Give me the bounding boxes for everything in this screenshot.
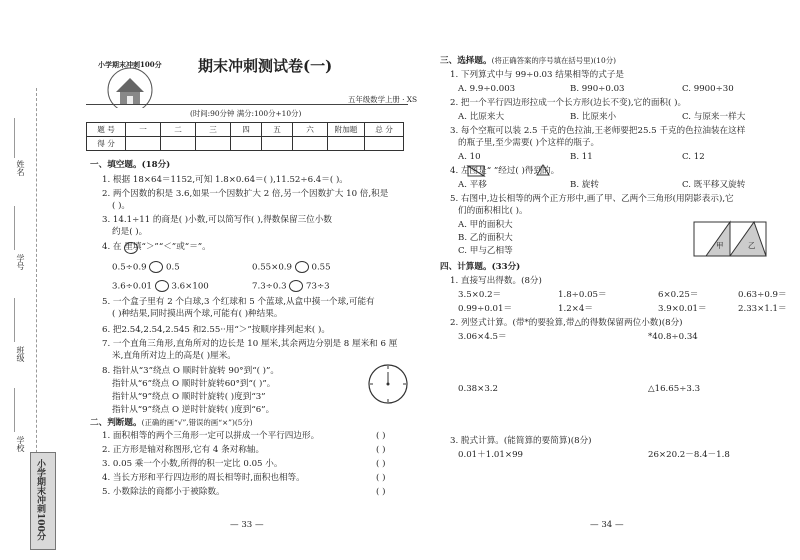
score-header-cell: 附加题 — [328, 123, 365, 137]
section-judge-title: 二、判断题。(正确的画“√”,错误的画“×”)(5分) — [90, 418, 253, 428]
clock-diagram — [366, 362, 410, 406]
question-2-cont: ( )。 — [112, 201, 131, 211]
choice-4-option-a: A. 平移 — [458, 180, 487, 190]
vertical-calc: 0.38×3.2 — [458, 384, 499, 394]
rotated-triangles-icon — [466, 164, 486, 178]
section-fill-blank-title: 一、填空题。(18分) — [90, 160, 171, 170]
brand-badge: 小学期末冲刺100分 — [30, 452, 56, 550]
compare-circle — [124, 242, 138, 254]
score-header-cell: 总 分 — [365, 123, 404, 137]
choice-3-option-a: A. 10 — [458, 152, 481, 162]
compare-circle[interactable] — [155, 280, 169, 292]
choice-1: 1. 下列算式中与 99÷0.03 结果相等的式子是 — [450, 70, 624, 80]
student-id-field[interactable] — [14, 206, 15, 250]
score-cell[interactable] — [196, 137, 231, 151]
question-8-d: 指针从“9”绕点 O 逆时针旋转( )度到“6”。 — [112, 405, 275, 415]
series-logo — [90, 60, 170, 108]
triangle-icon — [536, 164, 550, 176]
question-3-cont: 约是( )。 — [112, 227, 148, 237]
calc-item: 2.33×1.1＝ — [738, 304, 787, 314]
calc-item: 1.8÷0.05＝ — [558, 290, 607, 300]
question-2: 2. 两个因数的积是 3.6,如果一个因数扩大 2 倍,另一个因数扩大 10 倍,积是 — [102, 189, 389, 199]
answer-bracket[interactable]: ( ) — [376, 487, 386, 497]
score-header-cell: 六 — [293, 123, 328, 137]
question-7-cont: 米,直角所对边上的高是( )厘米。 — [112, 351, 236, 361]
question-5: 5. 一个盒子里有 2 个白球,3 个红球和 5 个蓝球,从盒中摸一个球,可能有 — [102, 297, 375, 307]
calc-item: 6×0.25＝ — [658, 290, 699, 300]
section-choice-title: 三、选择题。(将正确答案的序号填在括号里)(10分) — [440, 56, 616, 66]
answer-bracket[interactable]: ( ) — [376, 445, 386, 455]
score-cell[interactable] — [262, 137, 293, 151]
choice-5-cont: 们的面积相比( )。 — [458, 206, 528, 216]
right-page — [420, 0, 800, 560]
score-header-cell: 四 — [231, 123, 262, 137]
choice-1-option-c: C. 9900÷30 — [682, 84, 734, 94]
grade-meta: 五年级数学上册 · XS — [348, 95, 418, 104]
compare-item: 7.3÷0.3 73÷3 — [252, 281, 330, 292]
compare-circle[interactable] — [149, 261, 163, 273]
compare-circle[interactable] — [289, 280, 303, 292]
score-header-cell: 五 — [262, 123, 293, 137]
question-4: 4. 在 里填“＞”“＜”或“＝”。 — [102, 242, 211, 252]
question-7: 7. 一个直角三角形,直角所对的边长是 10 厘米,其余两边分别是 8 厘米和 6 厘 — [102, 339, 398, 349]
score-cell[interactable] — [231, 137, 262, 151]
calc-1: 1. 直接写出得数。(8分) — [450, 276, 542, 286]
compare-item: 3.6÷0.01 3.6×100 — [112, 281, 209, 292]
question-3: 3. 14.1÷11 的商是( )小数,可以简写作( ),得数保留三位小数 — [102, 215, 332, 225]
vertical-calc: 3.06×4.5＝ — [458, 332, 507, 342]
vertical-calc: *40.8÷0.34 — [648, 332, 698, 342]
calc-item: 1.2×4＝ — [558, 304, 593, 314]
calc-2: 2. 列竖式计算。(带*的要验算,带△的得数保留两位小数)(8分) — [450, 318, 683, 328]
choice-4: 4. 左图是“ ”经过( )得到的。 — [450, 166, 560, 176]
page-number: — 34 — — [590, 520, 624, 530]
question-6: 6. 把2.54,2.54̇,2.545 和2.55··用“＞”按顺序排列起来( )。 — [102, 325, 330, 335]
score-cell[interactable] — [365, 137, 404, 151]
page-number: — 33 — — [230, 520, 264, 530]
judge-5: 5. 小数除法的商都小于被除数。 — [102, 487, 225, 497]
class-label: 班级 — [16, 346, 25, 362]
score-cell[interactable] — [293, 137, 328, 151]
score-cell[interactable] — [126, 137, 161, 151]
choice-1-option-b: B. 990÷0.03 — [570, 84, 625, 94]
section-calc-title: 四、计算题。(33分) — [440, 262, 521, 272]
choice-1-option-a: A. 9.9÷0.003 — [458, 84, 516, 94]
question-8-c: 指针从“9”绕点 O 顺时针旋转( )度到“3” — [112, 392, 266, 402]
time-info: (时间:90分钟 满分:100分+10分) — [190, 109, 302, 118]
choice-3-cont: 的瓶子里,至少需要( )个这样的瓶子。 — [458, 138, 600, 148]
figure-label-jia: 甲 — [716, 241, 724, 250]
vertical-calc: △16.65÷3.3 — [648, 384, 701, 394]
calc-item: 0.63÷0.9＝ — [738, 290, 787, 300]
judge-4: 4. 当长方形和平行四边形的周长相等时,面积也相等。 — [102, 473, 305, 483]
choice-3-option-b: B. 11 — [570, 152, 593, 162]
score-header-cell: 一 — [126, 123, 161, 137]
name-field[interactable] — [14, 118, 15, 158]
score-row-label: 得 分 — [87, 137, 126, 151]
question-5-cont: ( )种结果,同时摸出两个球,可能有( )种结果。 — [112, 309, 283, 319]
choice-5-option-a: A. 甲的面积大 — [458, 220, 513, 230]
score-header-cell: 题 号 — [87, 123, 126, 137]
class-field[interactable] — [14, 298, 15, 342]
squares-figure — [692, 220, 768, 258]
choice-3-option-c: C. 12 — [682, 152, 705, 162]
compare-item: 0.55×0.9 0.55 — [252, 262, 331, 273]
choice-4-option-b: B. 旋转 — [570, 180, 599, 190]
compare-item: 0.5÷0.9 0.5 — [112, 262, 180, 273]
judge-2: 2. 正方形是轴对称图形,它有 4 条对称轴。 — [102, 445, 265, 455]
choice-5: 5. 右图中,边长相等的两个正方形中,画了甲、乙两个三角形(用阴影表示),它 — [450, 194, 734, 204]
score-cell[interactable] — [161, 137, 196, 151]
score-cell[interactable] — [328, 137, 365, 151]
choice-5-option-b: B. 乙的面积大 — [458, 233, 513, 243]
question-1: 1. 根据 18×64＝1152,可知 1.8×0.64＝( ),11.52÷6.4＝( )。 — [102, 175, 348, 185]
calc-item: 3.9×0.01＝ — [658, 304, 707, 314]
answer-bracket[interactable]: ( ) — [376, 431, 386, 441]
choice-2: 2. 把一个平行四边形拉成一个长方形(边长不变),它的面积( )。 — [450, 98, 687, 108]
question-8-b: 指针从“6”绕点 O 顺时针旋转60°到“( )”。 — [112, 379, 276, 389]
choice-4-option-c: C. 既平移又旋转 — [682, 180, 746, 190]
score-table — [86, 122, 404, 151]
figure-label-yi: 乙 — [748, 241, 756, 250]
score-header-cell: 三 — [196, 123, 231, 137]
judge-1: 1. 面积相等的两个三角形一定可以拼成一个平行四边形。 — [102, 431, 320, 441]
student-id-label: 学号 — [16, 254, 25, 270]
title-rule — [86, 104, 408, 105]
question-8-a: 8. 指针从“3”绕点 O 顺时针旋转 90°到“( )”。 — [102, 366, 280, 376]
school-label: 学校 — [16, 436, 25, 452]
school-field[interactable] — [14, 388, 15, 432]
calc-item: 0.99÷0.01＝ — [458, 304, 513, 314]
name-label: 姓名 — [16, 160, 25, 176]
logo-text: 小学期末冲刺100分 — [98, 60, 162, 69]
choice-2-option-c: C. 与原来一样大 — [682, 112, 746, 122]
page-title: 期末冲刺测试卷(一) — [198, 57, 333, 75]
answer-bracket[interactable]: ( ) — [376, 459, 386, 469]
compare-circle[interactable] — [295, 261, 309, 273]
calc-item: 3.5×0.2＝ — [458, 290, 502, 300]
step-calc: 0.01＋1.01×99 — [458, 450, 523, 460]
calc-3: 3. 脱式计算。(能简算的要简算)(8分) — [450, 436, 592, 446]
judge-3: 3. 0.05 乘一个小数,所得的积一定比 0.05 小。 — [102, 459, 283, 469]
step-calc: 26×20.2－8.4－1.8 — [648, 450, 730, 460]
cut-line — [36, 88, 37, 468]
score-header-cell: 二 — [161, 123, 196, 137]
choice-5-option-c: C. 甲与乙相等 — [458, 246, 513, 256]
answer-bracket[interactable]: ( ) — [376, 473, 386, 483]
choice-2-option-b: B. 比原来小 — [570, 112, 617, 122]
choice-3: 3. 每个空瓶可以装 2.5 千克的色拉油,王老师要把25.5 千克的色拉油装在这样 — [450, 126, 746, 136]
choice-2-option-a: A. 比原来大 — [458, 112, 505, 122]
